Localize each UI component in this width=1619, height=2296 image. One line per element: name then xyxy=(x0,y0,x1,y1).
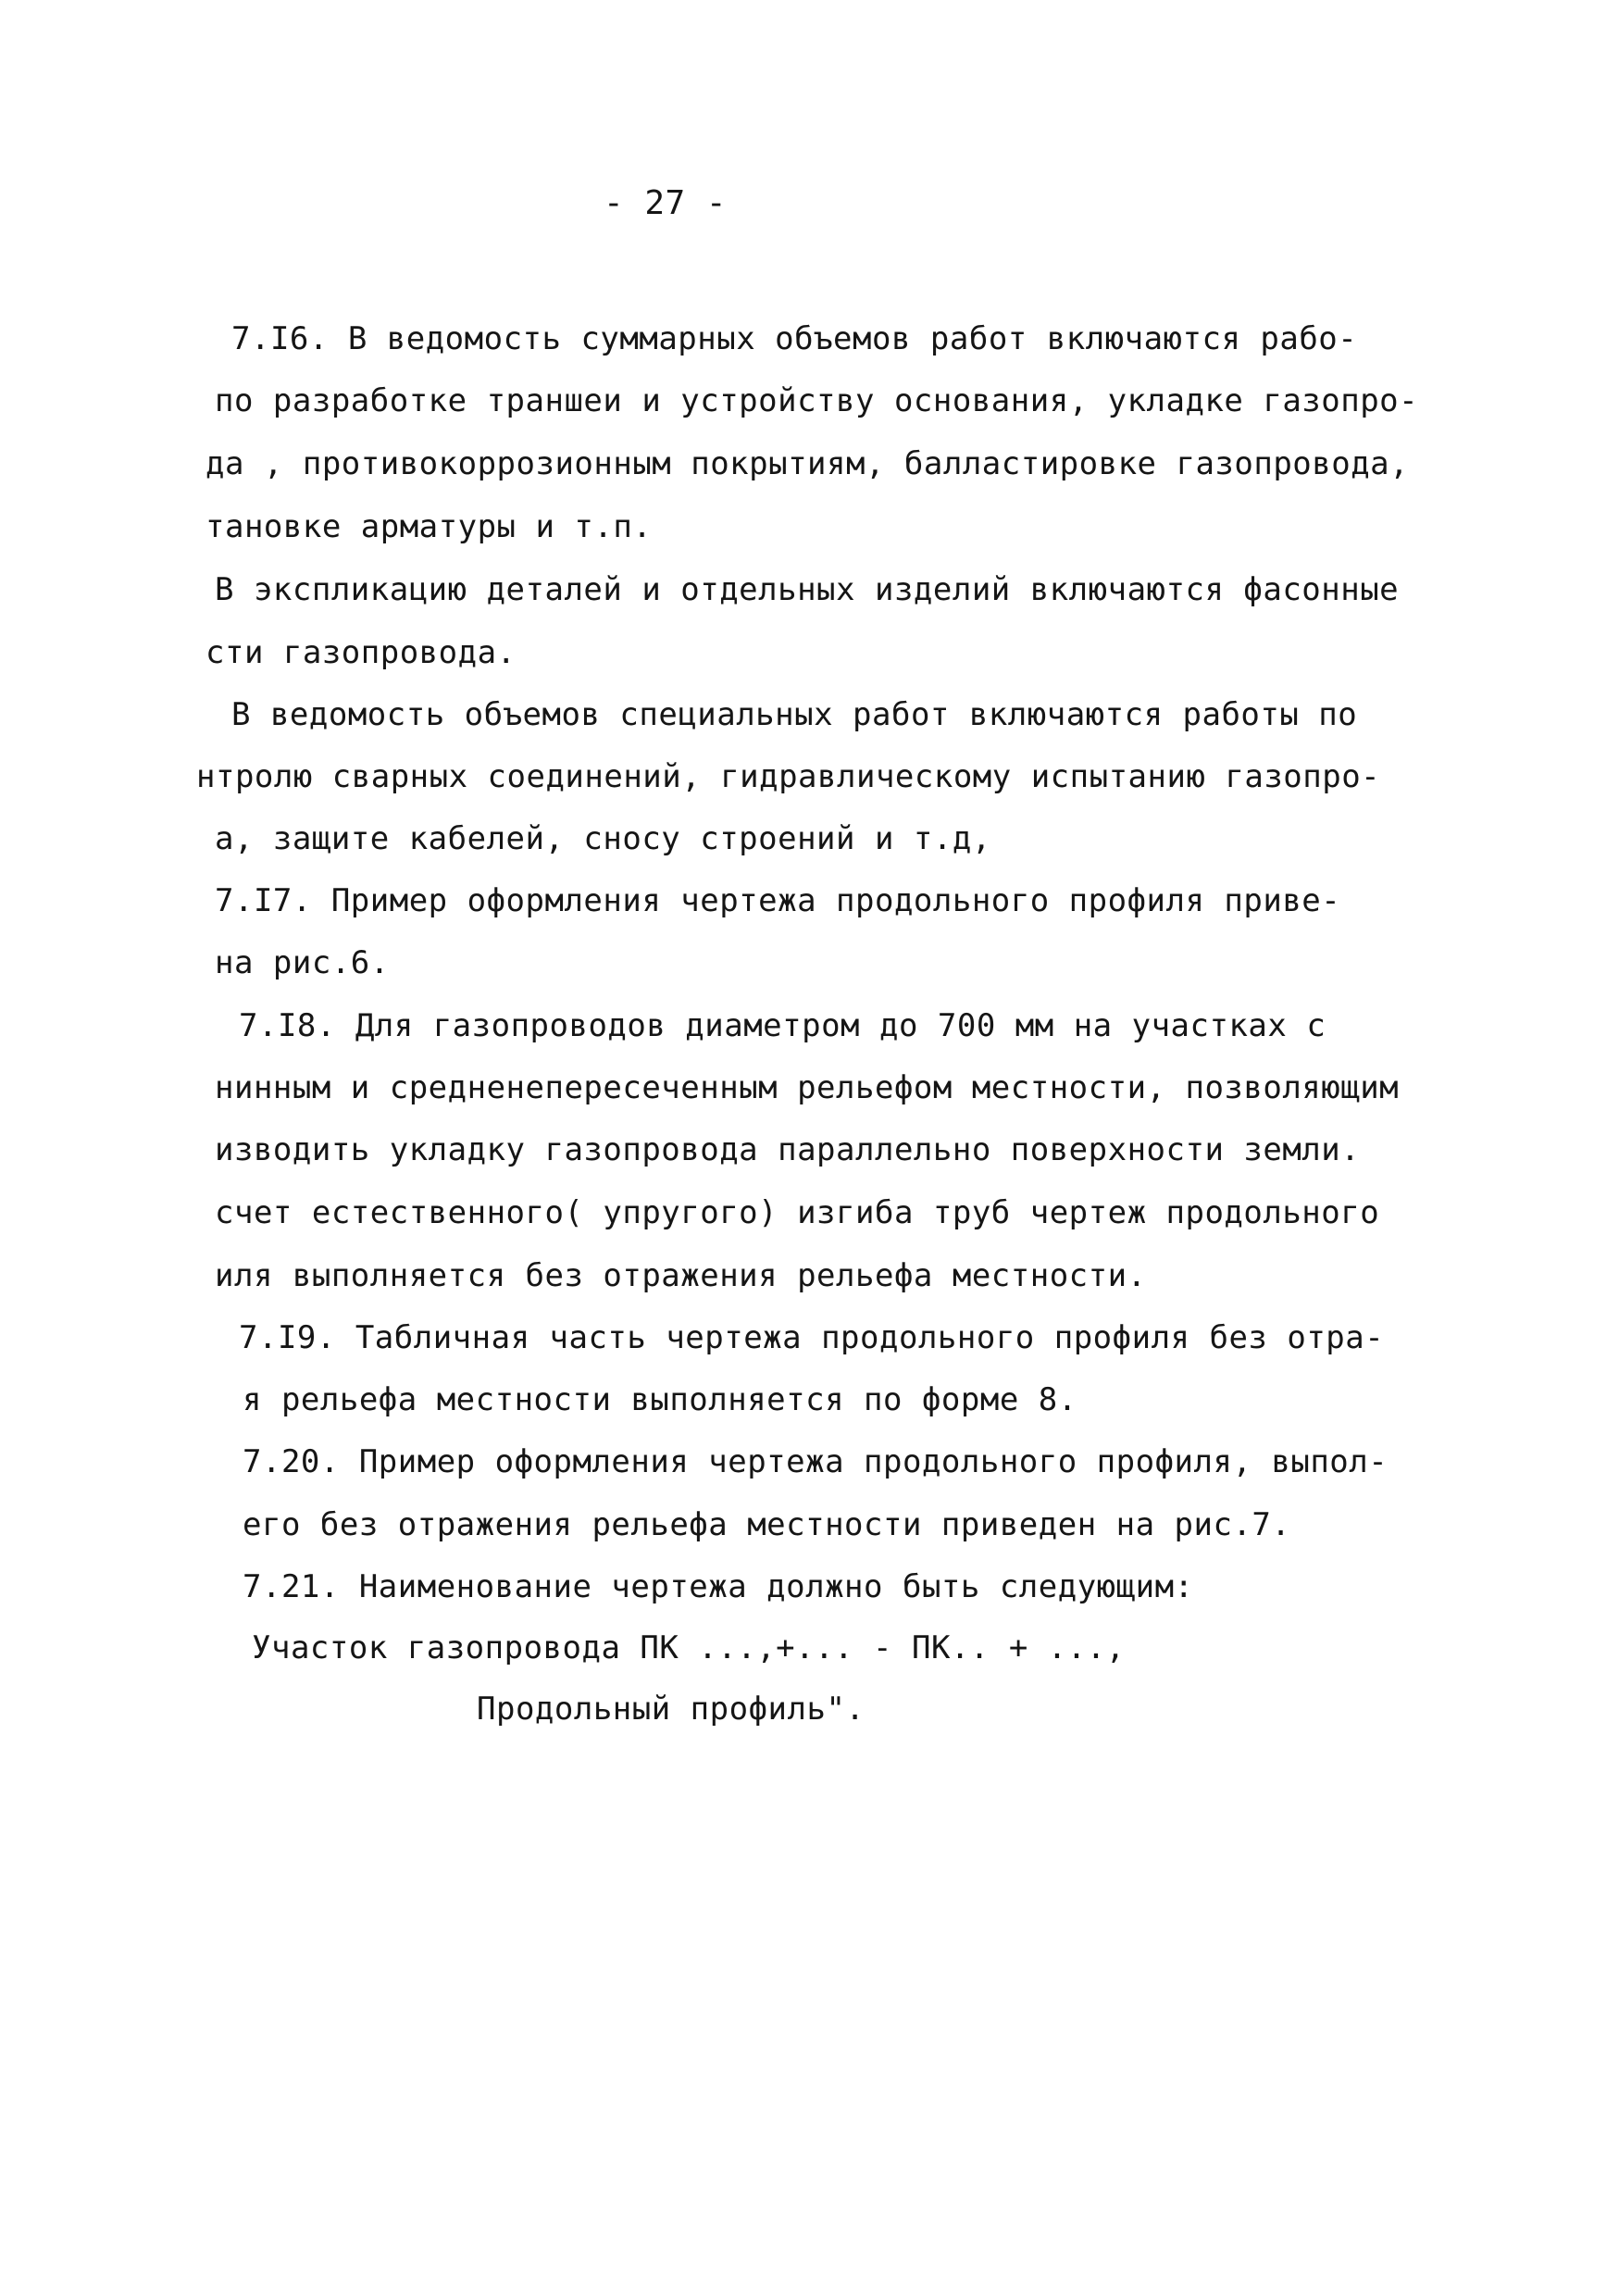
text-line: сти газопровода. xyxy=(205,634,517,671)
page-number: - 27 - xyxy=(604,184,728,222)
text-line: 7.I8. Для газопроводов диаметром до 700 мм на участках с xyxy=(239,1007,1326,1044)
text-line: 7.I9. Табличная часть чертежа продольного профиля без отра- xyxy=(239,1319,1385,1356)
text-line: изводить укладку газопровода параллельно поверхности земли. xyxy=(215,1131,1361,1168)
text-line: я рельефа местности выполняется по форме 8. xyxy=(243,1381,1077,1418)
text-line: по разработке траншеи и устройству основания, укладке газопро- xyxy=(215,382,1419,419)
text-line: Участок газопровода ПК ...,+... - ПК.. + ..., xyxy=(252,1629,1126,1666)
text-line: Продольный профиль". xyxy=(477,1691,866,1728)
text-line: 7.20. Пример оформления чертежа продольного профиля, выпол- xyxy=(243,1443,1389,1480)
text-line: нинным и средненепересеченным рельефом местности, позволяющим xyxy=(215,1069,1400,1106)
text-line: а, защите кабелей, сносу строений и т.д, xyxy=(215,820,991,857)
text-line: В ведомость объемов специальных работ включаются работы по xyxy=(231,696,1358,733)
text-line: нтролю сварных соединений, гидравлическому испытанию газопро- xyxy=(196,758,1381,795)
text-line: его без отражения рельефа местности приведен на рис.7. xyxy=(243,1506,1291,1543)
text-line: иля выполняется без отражения рельефа местности. xyxy=(215,1257,1147,1294)
text-line: тановке арматуры и т.п. xyxy=(205,508,653,545)
text-line: 7.I6. В ведомость суммарных объемов работ включаются рабо- xyxy=(231,320,1358,357)
text-line: счет естественного( упругого) изгиба труб чертеж продольного xyxy=(215,1194,1380,1231)
text-line: да , противокоррозионным покрытиям, балластировке газопровода, xyxy=(205,445,1410,482)
text-line: 7.I7. Пример оформления чертежа продольного профиля приве- xyxy=(215,882,1341,919)
text-line: В экспликацию деталей и отдельных изделий включаются фасонные xyxy=(215,571,1400,608)
text-line: на рис.6. xyxy=(215,944,390,981)
text-line: 7.21. Наименование чертежа должно быть следующим: xyxy=(243,1568,1194,1605)
